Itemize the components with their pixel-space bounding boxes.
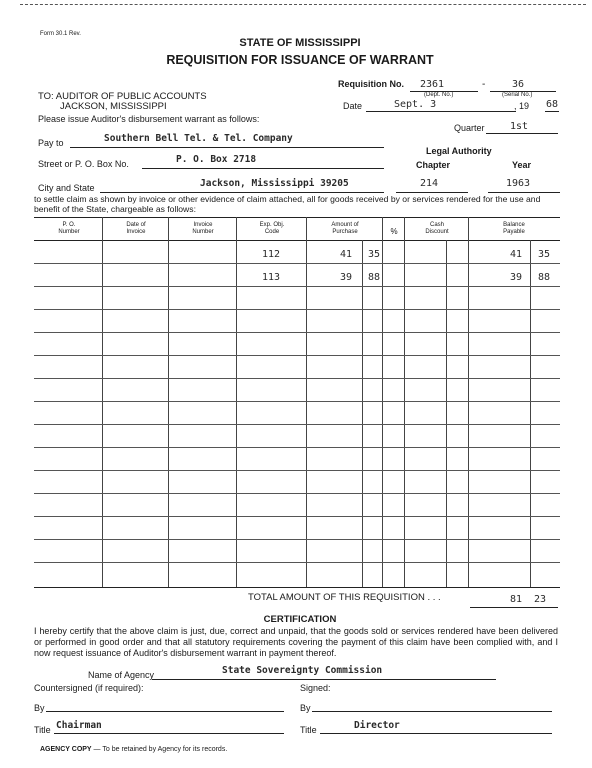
table-row-line [34, 263, 560, 264]
table-row-line [34, 424, 560, 425]
table-row-line [34, 562, 560, 563]
title-left-label: Title [34, 725, 51, 735]
agency-label: Name of Agency [88, 670, 155, 680]
table-row-line [34, 447, 560, 448]
table-row-line [34, 332, 560, 333]
row2-balance-dollars: 39 [510, 272, 523, 283]
quarter-line [486, 133, 558, 134]
legal-year-line [488, 192, 560, 193]
chapter-line [396, 192, 468, 193]
form-number: Form 30.1 Rev. [40, 31, 81, 37]
table-column-divider [306, 217, 307, 587]
title-right-label: Title [300, 725, 317, 735]
header-exp-obj-code: Exp. Obj. Code [259, 222, 285, 235]
header-balance-payable: Balance Payable [503, 222, 525, 235]
title-right-line [320, 733, 552, 734]
city-line [100, 192, 384, 193]
requisition-label: Requisition No. [338, 79, 404, 89]
table-row-line [34, 355, 560, 356]
total-label: TOTAL AMOUNT OF THIS REQUISITION . . . [248, 592, 441, 603]
dept-no-value: 2361 [420, 79, 445, 90]
chapter-label: Chapter [416, 160, 451, 170]
serial-no-value: 36 [512, 79, 525, 90]
pay-to-label: Pay to [38, 138, 64, 148]
legal-year-value: 1963 [506, 178, 531, 189]
table-row-line [34, 378, 560, 379]
table-column-divider [446, 240, 447, 587]
total-cents: 23 [534, 594, 547, 605]
footer-note [40, 746, 227, 753]
table-column-divider [102, 217, 103, 587]
legal-authority-title: Legal Authority [426, 146, 492, 156]
row1-balance-cents: 35 [538, 249, 551, 260]
table-row-line [34, 539, 560, 540]
row2-amount-cents: 88 [368, 272, 381, 283]
header-invoice-number: Invoice Number [192, 222, 214, 235]
date-value: Sept. 3 [394, 99, 437, 110]
table-row-line [34, 286, 560, 287]
by-left-label: By [34, 703, 45, 713]
legal-year-label: Year [512, 160, 532, 170]
dept-no-caption: (Dept. No.) [424, 92, 454, 98]
quarter-value: 1st [510, 121, 529, 132]
row2-amount-dollars: 39 [340, 272, 353, 283]
table-column-divider [236, 217, 237, 587]
date-line [366, 111, 516, 112]
year-line [545, 111, 559, 112]
dash-separator: - [482, 79, 486, 90]
row2-exp-code: 113 [262, 272, 281, 283]
table-column-divider [468, 217, 469, 587]
table-header-bottom [34, 240, 560, 241]
by-left-line [46, 711, 284, 712]
city-label: City and State [38, 183, 95, 193]
chapter-value: 214 [420, 178, 439, 189]
agency-value: State Sovereignty Commission [222, 665, 383, 676]
certification-text: I hereby certify that the above claim is just, due, correct and unpaid, that the goods sold or services rendered have been delivered or performed in good order and that all statutory requirements covering the payment of this claim have been complied with, and I now request issuance of Auditor's disbursement warrant in payment thereof. [34, 626, 558, 658]
street-line [142, 168, 384, 169]
table-row-line [34, 516, 560, 517]
header-amount-of-purchase: Amount of Purchase [331, 222, 359, 235]
pay-to-line [70, 147, 384, 148]
table-row-line [34, 493, 560, 494]
by-right-line [312, 711, 552, 712]
table-column-divider [530, 240, 531, 587]
quarter-label: Quarter [454, 123, 485, 133]
city-value: Jackson, Mississippi 39205 [200, 178, 349, 189]
title-left-value: Chairman [56, 720, 102, 731]
instruction-text: Please issue Auditor's disbursement warrant as follows: [38, 114, 260, 124]
header-date-of-invoice: Date of Invoice [126, 222, 146, 235]
year-value: 68 [546, 99, 559, 110]
header-percent: % [390, 227, 398, 236]
header-cash-discount: Cash Discount [425, 222, 449, 235]
table-column-divider [404, 217, 405, 587]
table-column-divider [382, 217, 383, 587]
table-row-line [34, 309, 560, 310]
table-top-border [34, 217, 560, 218]
serial-no-caption: (Serial No.) [502, 92, 533, 98]
table-row-line [34, 401, 560, 402]
agency-copy-note: — To be retained by Agency for its records. [91, 746, 228, 753]
total-underline [470, 607, 558, 608]
agency-line [152, 679, 496, 680]
row1-balance-dollars: 41 [510, 249, 523, 260]
year-prefix: , 19 [514, 101, 530, 111]
row2-balance-cents: 88 [538, 272, 551, 283]
agency-copy-label: AGENCY COPY [40, 746, 92, 753]
state-heading: STATE OF MISSISSIPPI [239, 37, 361, 49]
table-bottom-border [34, 587, 560, 588]
top-border [20, 4, 586, 5]
table-column-divider [362, 240, 363, 587]
pay-to-value: Southern Bell Tel. & Tel. Company [104, 133, 293, 144]
signed-label: Signed: [300, 683, 331, 693]
addressee-line2: JACKSON, MISSISSIPPI [60, 101, 167, 112]
form-title: REQUISITION FOR ISSUANCE OF WARRANT [166, 53, 434, 67]
row1-amount-dollars: 41 [340, 249, 353, 260]
certification-title: CERTIFICATION [263, 614, 337, 625]
settle-claim-text: to settle claim as shown by invoice or other evidence of claim attached, all for goods received by or services rendered for the use and benefit of the State, chargeable as follows: [34, 194, 541, 214]
addressee-line1: TO: AUDITOR OF PUBLIC ACCOUNTS [38, 91, 207, 102]
table-column-divider [168, 217, 169, 587]
total-dollars: 81 [510, 594, 523, 605]
header-po-number: P. O. Number [58, 222, 80, 235]
table-row-line [34, 470, 560, 471]
title-left-line [54, 733, 284, 734]
street-label: Street or P. O. Box No. [38, 159, 129, 169]
row1-amount-cents: 35 [368, 249, 381, 260]
countersigned-label: Countersigned (if required): [34, 683, 144, 693]
street-value: P. O. Box 2718 [176, 154, 257, 165]
row1-exp-code: 112 [262, 249, 281, 260]
date-label: Date [343, 101, 363, 111]
title-right-value: Director [354, 720, 400, 731]
by-right-label: By [300, 703, 311, 713]
